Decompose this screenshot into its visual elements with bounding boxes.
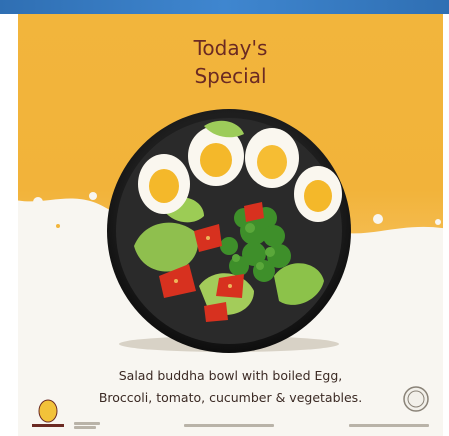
footer-fine-print: [74, 422, 434, 430]
salad-bowl-image: [104, 106, 354, 356]
special-poster: [18, 14, 443, 436]
egg-logo-icon: [28, 398, 68, 430]
title-line-2: Special: [194, 64, 267, 88]
header-bar: [0, 0, 449, 14]
caption-line-2: Broccoli, tomato, cucumber & vegetables.: [98, 390, 363, 405]
seal-icon: [403, 386, 429, 412]
caption-line-1: Salad buddha bowl with boiled Egg,: [118, 368, 343, 383]
title-line-1: Today's: [193, 36, 268, 60]
